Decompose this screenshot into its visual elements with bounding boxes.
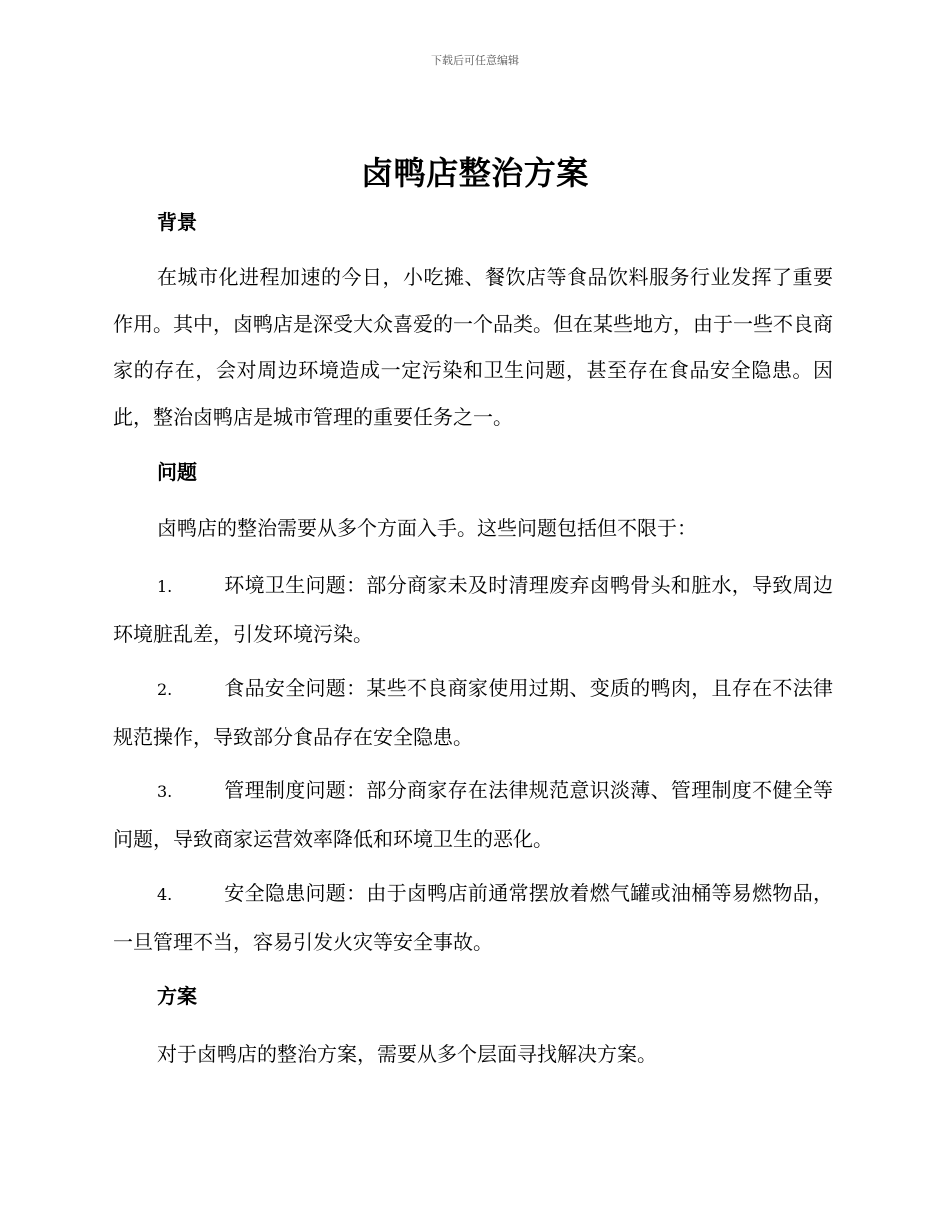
list-item: [113, 562, 833, 657]
list-item: [113, 767, 833, 862]
section-heading-problems: 问题: [157, 460, 197, 484]
list-item-number: 1.: [157, 577, 173, 596]
page-title: 卤鸭店整治方案: [361, 154, 589, 192]
section-heading-background: 背景: [157, 210, 197, 234]
problems-intro: 卤鸭店的整治需要从多个方面入手。这些问题包括但不限于：: [157, 516, 697, 540]
solution-intro: 对于卤鸭店的整治方案，需要从多个层面寻找解决方案。: [157, 1042, 657, 1066]
list-item: [113, 665, 833, 760]
background-paragraph: 在城市化进程加速的今日，小吃摊、餐饮店等食品饮料服务行业发挥了重要作用。其中，卤鸭店是深受大众喜爱的一个品类。但在某些地方，由于一些不良商家的存在，会对周边环境造成一定污染和卫生问题，甚至存在食品安全隐患。因此，整治卤鸭店是城市管理的重要任务之一。: [113, 265, 833, 429]
list-item-number: 3.: [157, 782, 173, 801]
list-item-text: 管理制度问题：部分商家存在法律规范意识淡薄、管理制度不健全等问题，导致商家运营效率降低和环境卫生的恶化。: [113, 778, 833, 851]
list-item-number: 2.: [157, 680, 173, 699]
list-item-text: 安全隐患问题：由于卤鸭店前通常摆放着燃气罐或油桶等易燃物品，一旦管理不当，容易引发火灾等安全事故。: [113, 881, 833, 954]
list-item-text: 食品安全问题：某些不良商家使用过期、变质的鸭肉，且存在不法律规范操作，导致部分食品存在安全隐患。: [113, 676, 833, 749]
list-item-number: 4.: [157, 885, 173, 904]
header-note: 下载后可任意编辑: [431, 54, 519, 67]
list-item-text: 环境卫生问题：部分商家未及时清理废弃卤鸭骨头和脏水，导致周边环境脏乱差，引发环境污染。: [113, 573, 833, 646]
list-item: [113, 870, 833, 965]
section-heading-solution: 方案: [157, 984, 197, 1008]
